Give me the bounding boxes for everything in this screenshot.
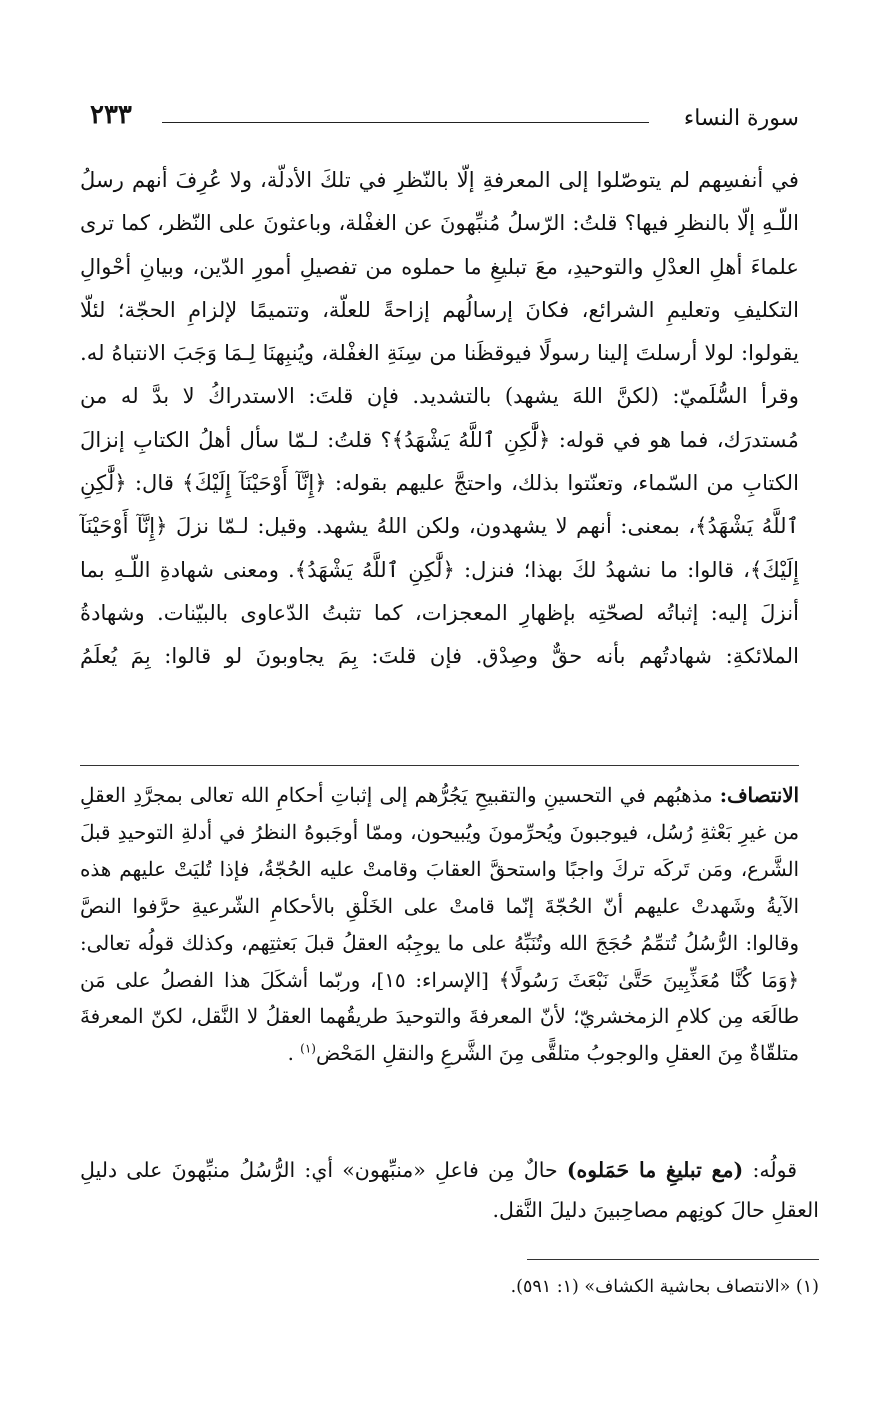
header-rule <box>162 122 649 123</box>
commentary-label: الانتصاف: <box>719 783 799 807</box>
running-title: سورة النساء <box>683 106 799 131</box>
page-number: ٢٣٣ <box>90 100 132 130</box>
page-header <box>90 100 799 144</box>
note-lead: قولُه: <box>743 1158 797 1182</box>
main-text-block <box>80 158 799 678</box>
main-paragraph: في أنفسِهم لم يتوصّلوا إلى المعرفةِ إلّا بالنّظرِ في تلكَ الأدلّة، ولا عُرِفَ أنهم رسلُ اللّـهِ إلّا بالنظرِ فيها؟ قلتُ: الرّسلُ مُنبِّهونَ عن الغفْلة، وباعثونَ على النّظر، كما ترى علماءَ أهلِ العدْلِ والتوحيدِ، معَ تبليغِ ما حملوه من تفصيلِ أمورِ الدّين، وبيانِ أحْوالِ التكليفِ وتعليمِ الشرائع، فكانَ إرسالُهم إزاحةً للعلّة، وتتميمًا لإلزامِ الحجّة؛ لئلّا يقولوا: لولا أرسلتَ إلينا رسولًا فيوقظَنا من سِنَةِ الغفْلة، ويُنبِهنَا لِـمَا وَجَبَ الانتباهُ له. وقرأ السُّلَميّ: (لكنَّ اللهَ يشهد) بالتشديد. فإن قلتَ: الاستدراكُ لا بدَّ له من مُستدرَك، فما هو في قوله: ﴿لَّٰكِنِ ٱللَّهُ يَشْهَدُ﴾؟ قلتُ: لـمّا سأل أهلُ الكتابِ إنزالَ الكتابِ من السّماء، وتعنّتوا بذلك، واحتجَّ عليهم بقوله: ﴿إِنَّآ أَوْحَيْنَآ إِلَيْكَ﴾ قال: ﴿لَّٰكِنِ ٱللَّهُ يَشْهَدُ﴾، بمعنى: أنهم لا يشهدون، ولكن اللهُ يشهد. وقيل: لـمّا نزلَ ﴿إِنَّآ أَوْحَيْنَآ إِلَيْكَ﴾، قالوا: ما نشهدُ لكَ بهذا؛ فنزل: ﴿لَّٰكِنِ ٱللَّهُ يَشْهَدُ﴾. ومعنى شهادةِ اللّـهِ بما أنزلَ إليه: إثباتُه لصحّتِه بإظهارِ المعجزات، كما تثبتُ الدّعاوى بالبيّنات. وشهادةُ الملائكةِ: شهادتُهم بأنه حقٌّ وصِدْق. فإن قلتَ: بِمَ يجاوبونَ لو قالوا: بِمَ يُعلَمُ <box>80 167 799 669</box>
footnote <box>80 1272 819 1302</box>
commentary-paragraph <box>80 777 799 1073</box>
footnote-divider <box>527 1259 819 1260</box>
note-block <box>80 1150 819 1230</box>
commentary-end: . <box>287 1042 301 1066</box>
section-divider <box>80 765 799 766</box>
note-paragraph <box>80 1150 819 1230</box>
note-text: حالٌ مِن فاعلِ «منبِّهون» أي: الرُّسُلُ منبِّهونَ على دليلِ العقلِ حالَ كونِهم مصاحِبينَ دليلَ النَّقل. <box>80 1158 819 1222</box>
note-quote: (مع تبليغِ ما حَمَلوه) <box>566 1158 744 1182</box>
commentary-block <box>80 777 799 1073</box>
commentary-text: مذهبُهم في التحسينِ والتقبيحِ يَجُرُّهم إلى إثباتِ أحكامِ الله تعالى بمجرَّدِ العقلِ من غيرِ بَعْثةِ رُسُل، فيوجبونَ ويُحرِّمونَ ويُبيحون، وممّا أوجَبوهُ النظرُ في أدلةِ التوحيدِ قبلَ الشَّرع، ومَن تَركَه تركَ واجبًا واستحقَّ العقابَ وقامتْ عليه الحُجّةُ، فإذا تُليَتْ عليهم هذه الآيةُ وشَهدتْ عليهم أنّ الحُجّةَ إنّما قامتْ على الخَلْقِ بالأحكامِ الشّرعيةِ حرَّفوا النصَّ وقالوا: الرُّسُلُ تُتمِّمُ حُجَجَ الله وتُنَبِّهُ على ما يوجِبُه العقلُ قبلَ بَعثتِهم، وكذلك قولُه تعالى: ﴿وَمَا كُنَّا مُعَذِّبِينَ حَتَّىٰ نَبْعَثَ رَسُولًا﴾ [الإسراء: ١٥]، وربّما أشكَلَ هذا الفصلُ على مَن طالَعَه مِن كلامِ الزمخشريّ؛ لأنّ المعرفةَ والتوحيدَ طريقُهما العقلُ لا النَّقل، لكنّ المعرفةَ متلقّاةٌ مِنَ العقلِ والوجوبُ متلقًّى مِنَ الشَّرعِ والنقلِ المَحْض <box>80 784 799 1066</box>
footnote-reference: (١) <box>300 1041 316 1056</box>
footnote-text: (١) «الانتصاف بحاشية الكشاف» (١: ٥٩١). <box>510 1277 819 1297</box>
